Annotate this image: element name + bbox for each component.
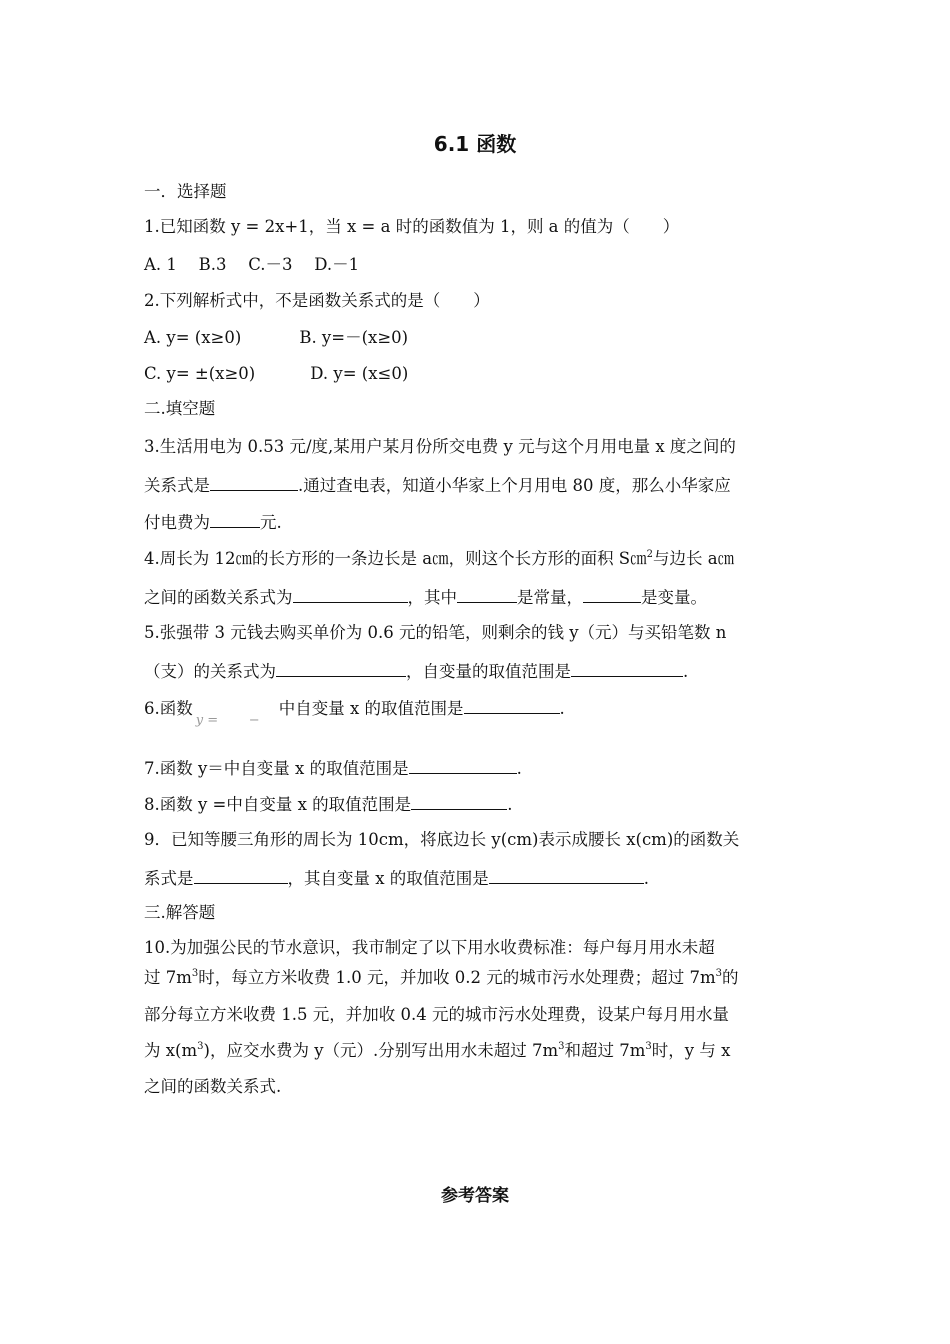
section-heading-choice: 一．选择题 bbox=[144, 182, 227, 201]
answer-blank[interactable] bbox=[210, 473, 298, 491]
question-3-line3: 付电费为 元. bbox=[144, 510, 282, 534]
answer-blank[interactable] bbox=[411, 792, 507, 810]
question-9-line2: 系式是 ，其自变量 x 的取值范围是 . bbox=[144, 866, 649, 890]
answer-blank[interactable] bbox=[194, 866, 288, 884]
question-6: 6.函数 y = − 中自变量 x 的取值范围是 . bbox=[144, 696, 565, 728]
option-c: C. y= ±(x≥0) bbox=[144, 364, 256, 383]
answer-blank[interactable] bbox=[571, 659, 683, 677]
question-9-line1: 9．已知等腰三角形的周长为 10cm，将底边长 y(cm)表示成腰长 x(cm)的函数关 bbox=[144, 830, 740, 849]
question-2-stem: 2.下列解析式中，不是函数关系式的是（ ） bbox=[144, 291, 490, 310]
question-1-stem: 1.已知函数 y = 2x+1，当 x = a 时的函数值为 1，则 a 的值为（ ） bbox=[144, 217, 680, 236]
question-3-line2: 关系式是 .通过查电表，知道小华家上个月用电 80 度，那么小华家应 bbox=[144, 473, 731, 497]
question-3-line1: 3.生活用电为 0.53 元/度,某用户某月份所交电费 y 元与这个月用电量 x 度之间的 bbox=[144, 437, 736, 456]
answer-blank[interactable] bbox=[489, 866, 644, 884]
answer-blank[interactable] bbox=[457, 585, 517, 603]
section-heading-answer: 三.解答题 bbox=[144, 903, 216, 922]
question-10-line2: 过 $7m^3$时，每立方米收费 1.0 元，并加收 0.2 元的城市污水处理费；超过 $7m^3$的 bbox=[144, 968, 739, 987]
question-5-line2: （支）的关系式为 ，自变量的取值范围是 . bbox=[144, 659, 688, 683]
answer-blank[interactable] bbox=[293, 585, 408, 603]
question-1-options: A. 1 B.3 C.－3 D.－1 bbox=[144, 255, 360, 274]
question-2-options-row1 bbox=[144, 327, 408, 349]
question-4-line2: 之间的函数关系式为 ，其中 是常量， 是变量。 bbox=[144, 585, 707, 609]
question-10-line1: 10.为加强公民的节水意识，我市制定了以下用水收费标准：每户每月用水未超 bbox=[144, 938, 715, 957]
formula-image: y = − bbox=[195, 713, 260, 728]
question-2-options-row2 bbox=[144, 363, 408, 385]
option-d: D. y= (x≤0) bbox=[310, 364, 409, 383]
answers-heading: 参考答案 bbox=[441, 1186, 509, 1206]
option-b: B. y=－(x≥0) bbox=[299, 328, 409, 347]
question-5-line1: 5.张强带 3 元钱去购买单价为 0.6 元的铅笔，则剩余的钱 y（元）与买铅笔数 n bbox=[144, 623, 727, 642]
question-10-line4: 为 $x(m^3)$，应交水费为 y（元）.分别写出用水未超过 $7m^3$和超过 $7m^3$时，y 与 x bbox=[144, 1041, 731, 1060]
option-a: A. y= (x≥0) bbox=[144, 328, 242, 347]
question-4-line1: 4.周长为 12㎝的长方形的一条边长是 a㎝，则这个长方形的面积 S㎝$^2$与边长 a㎝ bbox=[144, 549, 735, 568]
answer-blank[interactable] bbox=[583, 585, 641, 603]
question-8: 8.函数 y =中自变量 x 的取值范围是 . bbox=[144, 792, 512, 816]
answer-blank[interactable] bbox=[409, 756, 517, 774]
question-10-line3: 部分每立方米收费 1.5 元，并加收 0.4 元的城市污水处理费，设某户每月用水量 bbox=[144, 1005, 729, 1024]
answer-blank[interactable] bbox=[276, 659, 406, 677]
answer-blank[interactable] bbox=[464, 696, 560, 714]
section-heading-fill: 二.填空题 bbox=[144, 399, 216, 418]
question-7: 7.函数 y＝中自变量 x 的取值范围是 . bbox=[144, 756, 522, 780]
page-title: 6.1 函数 bbox=[433, 132, 517, 156]
answer-blank[interactable] bbox=[210, 510, 260, 528]
question-10-line5: 之间的函数关系式. bbox=[144, 1077, 282, 1096]
